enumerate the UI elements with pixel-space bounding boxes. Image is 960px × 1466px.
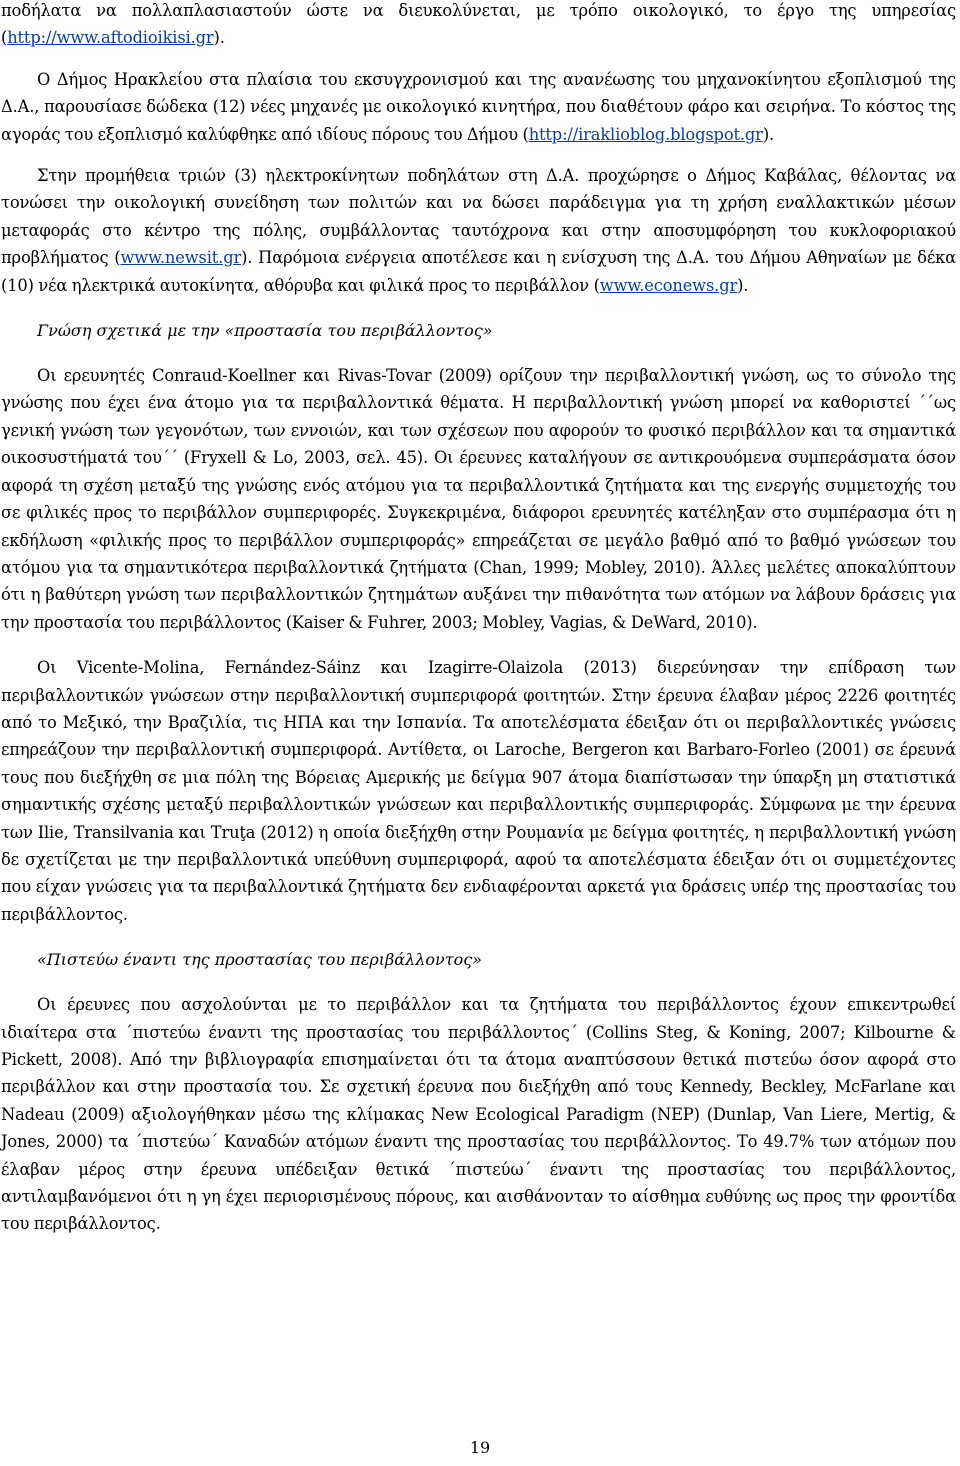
section-heading-belief: «Πιστεύω έναντι της προστασίας του περιβάλλοντος»: [37, 950, 482, 970]
iraklioblog-link[interactable]: http://iraklioblog.blogspot.gr: [528, 124, 763, 144]
intro-text: ποδήλατα να πολλαπλασιαστούν ώστε να διευκολύνεται, με τρόπο οικολογικό, το έργο της υπηρεσίας (: [1, 1, 956, 48]
page-number: 19: [469, 1438, 491, 1457]
newsit-link[interactable]: www.newsit.gr: [120, 248, 242, 268]
heraklion-paragraph: [1, 66, 956, 148]
spacer: [1, 928, 956, 946]
kavala-paragraph: [1, 162, 956, 299]
vicente-paragraph: Οι Vicente-Molina, Fernández-Sáinz και Izagirre-Olaizola (2013) διερεύνησαν την επίδραση των περιβαλλοντικών γνώσεων στην περιβαλλοντική συμπεριφορά φοιτητών. Στην έρευνα έλαβαν μέρος 2226 φοιτητές από το Μεξικό, την Βραζιλία, τις ΗΠΑ και την Ισπανία. Τα αποτελέσματα έδειξαν ότι οι περιβαλλοντικές γνώσεις επηρεάζουν την περιβαλλοντική συμπεριφορά. Αντίθετα, οι Laroche, Bergeron και Barbaro-Forleo (2001) σε έρευνά τους που διεξήχθη σε μια πόλη της Βόρειας Αμερικής με δείγμα 907 άτομα διαπίστωσαν την ύπαρξη μη στατιστικά σημαντικής σχέσης μεταξύ περιβαλλοντικών γνώσεων και περιβαλλοντικής συμπεριφοράς. Σύμφωνα με την έρευνα των Ilie, Transilvania και Truţa (2012) η οποία διεξήχθη στην Ρουμανία με δείγμα φοιτητές, η περιβαλλοντική γνώση δε σχετίζεται με την περιβαλλοντικά υπεύθυνη συμπεριφορά, αφού τα αποτελέσματα έδειξαν ότι οι συμμετέχοντες που είχαν γνώσεις για τα περιβαλλοντικά ζητήματα δεν ενδιαφέρονται αρκετά για δράσεις υπέρ της προστασίας του περιβάλλοντος.: [1, 658, 956, 924]
spacer: [1, 52, 956, 66]
spacer: [1, 344, 956, 362]
intro-paragraph: [1, 0, 956, 52]
kavala-text: Στην προμήθεια τριών (3) ηλεκτροκίνητων ποδηλάτων στη Δ.Α. προχώρησε ο Δήμος Καβάλας, θέλοντας να τονώσει την οικολογική συνείδηση των πολιτών και να δώσει παράδειγμα για τη χρήση εναλλακτικών μέσων μεταφοράς στο κέντρο της πόλης, συμβάλλοντας ταυτόχρονα και στην αποσυμφόρηση του κυκλοφοριακού προβλήματος (: [1, 166, 956, 268]
spacer: [1, 973, 956, 991]
heraklion-closing: ).: [762, 124, 775, 144]
kavala-middle: ). Παρόμοια ενέργεια αποτέλεσε και η ενίσχυση της Δ.Α. του Δήμου Αθηναίων με δέκα (10) νέα ηλεκτρικά αυτοκίνητα, αθόρυβα και φιλικά προς το περιβάλλον (: [1, 248, 956, 295]
spacer: [1, 299, 956, 317]
heraklion-text: Ο Δήμος Ηρακλείου στα πλαίσια του εκσυγχρονισμού και της ανανέωσης του μηχανοκίνητου εξοπλισμού της Δ.Α., παρουσίασε δώδεκα (12) νέες μηχανές με οικολογικό κινητήρα, που διαθέτουν φάρο και σειρήνα. Το κόστος της αγοράς του εξοπλισμό καλύφθηκε από ιδίους πόρους του Δήμου (: [1, 69, 956, 144]
section-heading-knowledge: Γνώση σχετικά με την «προστασία του περιβάλλοντος»: [37, 321, 493, 341]
kavala-closing: ).: [737, 275, 749, 295]
intro-closing: ).: [213, 28, 225, 48]
belief-paragraph: Οι έρευνες που ασχολούνται με το περιβάλλον και τα ζητήματα του περιβάλλοντος έχουν επικεντρωθεί ιδιαίτερα στα ΄πιστεύω έναντι της προστασίας του περιβάλλοντος΄ (Collins Steg, & Koning, 2007; Kilbourne & Pickett, 2008). Από την βιβλιογραφία επισημαίνεται ότι τα άτομα αναπτύσσουν θετικά πιστεύω όσον αφορά στο περιβάλλον και στην προστασία του. Σε σχετική έρευνα που διεξήχθη από τους Kennedy, Beckley, McFarlane και Nadeau (2009) αξιολογήθηκαν μέσω της κλίμακας New Ecological Paradigm (NEP) (Dunlap, Van Liere, Mertig, & Jones, 2000) τα ΄πιστεύω΄ Καναδών ατόμων έναντι της προστασίας του περιβάλλοντος. Το 49.7% των ατόμων που έλαβαν μέρος στην έρευνα υπέδειξαν θετικά ΄πιστεύω΄ έναντι της προστασίας του περιβάλλοντος, αντιλαμβανόμενοι ότι η γη έχει περιορισμένους πόρους, και αισθάνονταν το αίσθημα ευθύνης ως προς την φροντίδα του περιβάλλοντος.: [1, 995, 956, 1234]
aftodioikisi-link[interactable]: http://www.aftodioikisi.gr: [7, 28, 214, 48]
spacer: [1, 148, 956, 162]
spacer: [1, 636, 956, 654]
knowledge-paragraph: Οι ερευνητές Conraud-Koellner και Rivas-Tovar (2009) ορίζουν την περιβαλλοντική γνώση, ως το σύνολο της γνώσης που έχει ένα άτομο για τα περιβαλλοντικά θέματα. Η περιβαλλοντική γνώση μπορεί να καθοριστεί ΄΄ως γενική γνώση των γεγονότων, των εννοιών, και των σχέσεων που αφορούν το φυσικό περιβάλλον και τα σημαντικά οικοσυστήματά του΄΄ (Fryxell & Lo, 2003, σελ. 45). Οι έρευνες καταλήγουν σε αντικρουόμενα συμπεράσματα όσον αφορά τη σχέση μεταξύ της γνώσης ενός ατόμου για τα περιβαλλοντικά ζητήματα και της ενεργής συμμετοχής του σε φιλικές προς το περιβάλλον συμπεριφορές. Συγκεκριμένα, διάφοροι ερευνητές κατέληξαν στο συμπέρασμα ότι η εκδήλωση «φιλικής προς το περιβάλλον συμπεριφοράς» επηρεάζεται σε μεγάλο βαθμό από το βαθμό γνώσεων του ατόμου για τα σημαντικότερα περιβαλλοντικά ζητήματα (Chan, 1999; Mobley, 2010). Άλλες μελέτες αποκαλύπτουν ότι η βαθύτερη γνώση των περιβαλλοντικών ζητημάτων αυξάνει την πιθανότητα των ατόμων να λάβουν δράσεις για την προστασία του περιβάλλοντος (Kaiser & Fuhrer, 2003; Mobley, Vagias, & DeWard, 2010).: [1, 366, 956, 632]
econews-link[interactable]: www.econews.gr: [599, 275, 738, 295]
